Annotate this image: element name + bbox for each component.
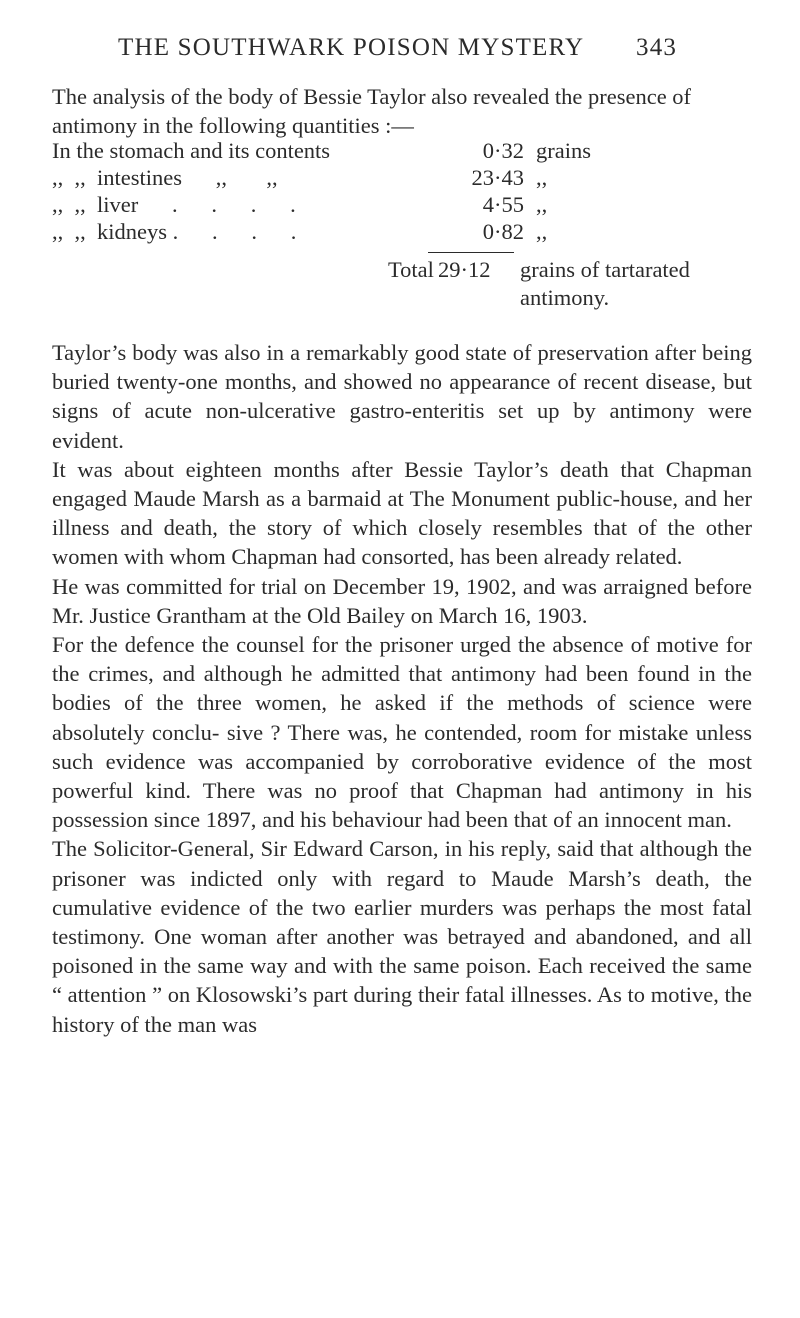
table-row: [52, 219, 686, 246]
unit-label: ,,: [536, 219, 548, 244]
organ-label: ,, ,, kidneys . . . .: [52, 219, 297, 244]
quantity-value: 23·43: [471, 165, 524, 190]
table-row: [52, 165, 686, 192]
paragraph: He was committed for trial on December 19, 1902, and was arraigned before Mr. Justice Grantham at the Old Bailey on March 16, 1903.: [52, 573, 752, 628]
paragraph: The Solicitor-General, Sir Edward Carson, in his reply, said that although the prisoner was indicted only with regard to Maude Marsh’s death, the cumulative evidence of the two earlier murders was perhaps the most fatal testimony. One woman after another was betrayed and abandoned, and all poisoned in the same way and with the same poison. Each received the same “ attention ” on Klosowski’s part during their fatal illnesses. As to motive, the history of the man was: [52, 836, 752, 1037]
total-value: 29·12: [438, 257, 491, 282]
total-unit: grains of tartarated antimony.: [520, 257, 690, 310]
total-label: Total: [388, 257, 434, 282]
intro-paragraph: The analysis of the body of Bessie Taylor also revealed the presence of antimony in the following quantities :—: [52, 84, 692, 138]
organ-label: In the stomach and its contents: [52, 138, 331, 163]
organ-label: ,, ,, liver . . . .: [52, 192, 296, 217]
unit-label: ,,: [536, 192, 548, 217]
total-divider: [428, 252, 514, 253]
paragraph: For the defence the counsel for the prisoner urged the absence of motive for the crimes, and although he admitted that antimony had been found in the bodies of the three women, he asked if the methods of science were absolutely conclu- sive ? There was, he contended, room for mistake unless such evidence was accompanied by corroborative evidence of the most powerful kind. There was no proof that Chapman had antimony in his possession since 1897, and his behaviour had been that of an innocent man.: [52, 632, 752, 833]
unit-label: ,,: [536, 165, 548, 190]
table-row: [52, 192, 686, 219]
unit-label: grains: [536, 138, 591, 163]
running-title: THE SOUTHWARK POISON MYSTERY: [118, 34, 585, 61]
page-header: [0, 34, 800, 64]
antimony-quantities-table: [52, 138, 686, 246]
quantity-value: 0·82: [482, 219, 524, 244]
quantity-value: 0·32: [482, 138, 524, 163]
organ-label: ,, ,, intestines ,, ,,: [52, 165, 278, 190]
quantity-value: 4·55: [482, 192, 524, 217]
table-row: [52, 138, 686, 165]
paragraph: It was about eighteen months after Bessie Taylor’s death that Chapman engaged Maude Marsh as a barmaid at The Monument public-house, and her illness and death, the story of which closely resembles that of the other women with whom Chapman had consorted, has been already related.: [52, 456, 752, 570]
paragraph: Taylor’s body was also in a remarkably good state of preservation after being buried twenty-one months, and showed no appearance of recent disease, but signs of acute non-ulcerative gastro-enteritis set up by antimony were evident.: [52, 340, 752, 453]
page-number: 343: [636, 34, 678, 61]
body-text: [52, 338, 752, 1039]
